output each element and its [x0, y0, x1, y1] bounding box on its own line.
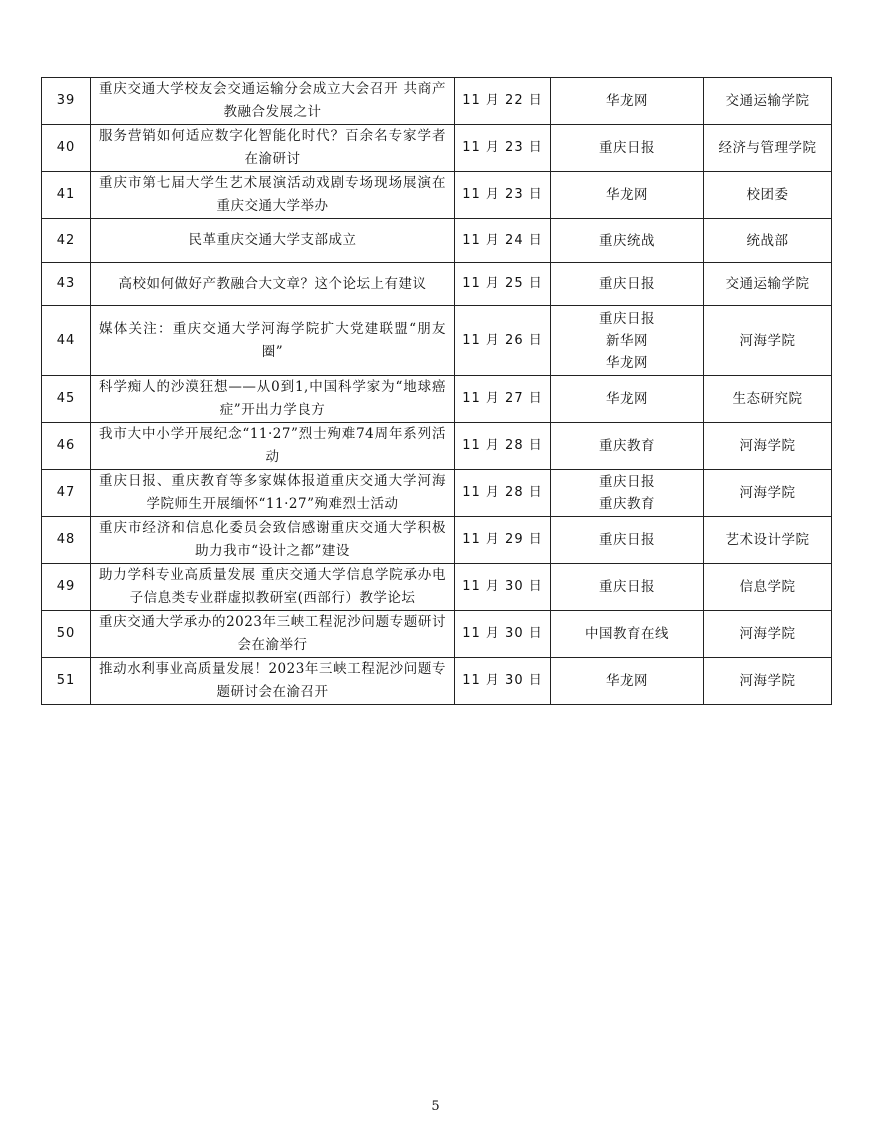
table-row [42, 658, 832, 705]
media-source-cell [551, 470, 704, 517]
table-body [42, 78, 832, 705]
media-source: 重庆日报 [599, 474, 655, 490]
media-source-cell [551, 658, 704, 705]
media-source-cell [551, 611, 704, 658]
publish-date: 11 月 27 日 [455, 376, 551, 423]
row-number: 41 [42, 172, 91, 219]
article-title: 媒体关注：重庆交通大学河海学院扩大党建联盟“朋友圈” [91, 306, 455, 376]
media-source: 华龙网 [606, 354, 648, 371]
article-title: 重庆交通大学校友会交通运输分会成立大会召开 共商产教融合发展之计 [91, 78, 455, 125]
row-number: 43 [42, 263, 91, 306]
department: 河海学院 [704, 306, 832, 376]
publish-date: 11 月 29 日 [455, 517, 551, 564]
media-source-cell [551, 564, 704, 611]
department: 河海学院 [704, 658, 832, 705]
media-source: 华龙网 [606, 93, 648, 109]
table-row [42, 125, 832, 172]
publish-date: 11 月 30 日 [455, 611, 551, 658]
media-source: 华龙网 [606, 673, 648, 689]
row-number: 44 [42, 306, 91, 376]
table-row [42, 263, 832, 306]
department: 交通运输学院 [704, 263, 832, 306]
department: 艺术设计学院 [704, 517, 832, 564]
table-row [42, 564, 832, 611]
publish-date: 11 月 24 日 [455, 219, 551, 263]
media-source: 华龙网 [606, 391, 648, 407]
media-source-cell [551, 423, 704, 470]
row-number: 39 [42, 78, 91, 125]
media-source-cell [551, 219, 704, 263]
table-row [42, 172, 832, 219]
media-source-cell [551, 78, 704, 125]
department: 河海学院 [704, 470, 832, 517]
article-title: 助力学科专业高质量发展 重庆交通大学信息学院承办电子信息类专业群虚拟教研室(西部行）教学论坛 [91, 564, 455, 611]
publish-date: 11 月 26 日 [455, 306, 551, 376]
media-source-cell [551, 376, 704, 423]
table-row [42, 423, 832, 470]
publish-date: 11 月 23 日 [455, 172, 551, 219]
department: 交通运输学院 [704, 78, 832, 125]
media-source-cell [551, 263, 704, 306]
publish-date: 11 月 22 日 [455, 78, 551, 125]
media-source: 中国教育在线 [585, 626, 669, 642]
media-source-cell [551, 172, 704, 219]
article-title: 重庆日报、重庆教育等多家媒体报道重庆交通大学河海学院师生开展缅怀“11·27”殉难烈士活动 [91, 470, 455, 517]
article-title: 科学痴人的沙漠狂想——从0到1,中国科学家为“地球癌症”开出力学良方 [91, 376, 455, 423]
media-source: 新华网 [606, 332, 648, 349]
media-report-table [41, 77, 832, 705]
department: 信息学院 [704, 564, 832, 611]
department: 河海学院 [704, 423, 832, 470]
article-title: 重庆交通大学承办的2023年三峡工程泥沙问题专题研讨会在渝举行 [91, 611, 455, 658]
table-row [42, 376, 832, 423]
table-row [42, 78, 832, 125]
department: 经济与管理学院 [704, 125, 832, 172]
department: 统战部 [704, 219, 832, 263]
row-number: 45 [42, 376, 91, 423]
department: 河海学院 [704, 611, 832, 658]
row-number: 50 [42, 611, 91, 658]
table-row [42, 306, 832, 376]
publish-date: 11 月 23 日 [455, 125, 551, 172]
media-source: 重庆日报 [599, 140, 655, 156]
row-number: 46 [42, 423, 91, 470]
page-number: 5 [431, 1099, 440, 1114]
table-row [42, 219, 832, 263]
article-title: 重庆市经济和信息化委员会致信感谢重庆交通大学积极助力我市“设计之都”建设 [91, 517, 455, 564]
media-source: 重庆日报 [599, 276, 655, 292]
row-number: 47 [42, 470, 91, 517]
table-row [42, 517, 832, 564]
media-source: 重庆日报 [599, 532, 655, 548]
media-source: 重庆日报 [599, 310, 655, 327]
media-source-cell [551, 306, 704, 376]
media-source: 华龙网 [606, 187, 648, 203]
media-source: 重庆统战 [599, 232, 655, 249]
article-title: 我市大中小学开展纪念“11·27”烈士殉难74周年系列活动 [91, 423, 455, 470]
department: 生态研究院 [704, 376, 832, 423]
publish-date: 11 月 30 日 [455, 564, 551, 611]
publish-date: 11 月 25 日 [455, 263, 551, 306]
article-title: 服务营销如何适应数字化智能化时代？百余名专家学者在渝研讨 [91, 125, 455, 172]
row-number: 48 [42, 517, 91, 564]
media-source: 重庆教育 [599, 438, 655, 454]
article-title: 推动水利事业高质量发展！2023年三峡工程泥沙问题专题研讨会在渝召开 [91, 658, 455, 705]
row-number: 42 [42, 219, 91, 263]
table-row [42, 470, 832, 517]
article-title: 重庆市第七届大学生艺术展演活动戏剧专场现场展演在重庆交通大学举办 [91, 172, 455, 219]
media-source-cell [551, 125, 704, 172]
publish-date: 11 月 28 日 [455, 470, 551, 517]
media-source: 重庆日报 [599, 579, 655, 595]
row-number: 40 [42, 125, 91, 172]
publish-date: 11 月 28 日 [455, 423, 551, 470]
department: 校团委 [704, 172, 832, 219]
publish-date: 11 月 30 日 [455, 658, 551, 705]
table-row [42, 611, 832, 658]
article-title: 民革重庆交通大学支部成立 [91, 219, 455, 263]
article-title: 高校如何做好产教融合大文章？这个论坛上有建议 [91, 263, 455, 306]
media-source-cell [551, 517, 704, 564]
row-number: 49 [42, 564, 91, 611]
row-number: 51 [42, 658, 91, 705]
media-source: 重庆教育 [599, 496, 655, 512]
